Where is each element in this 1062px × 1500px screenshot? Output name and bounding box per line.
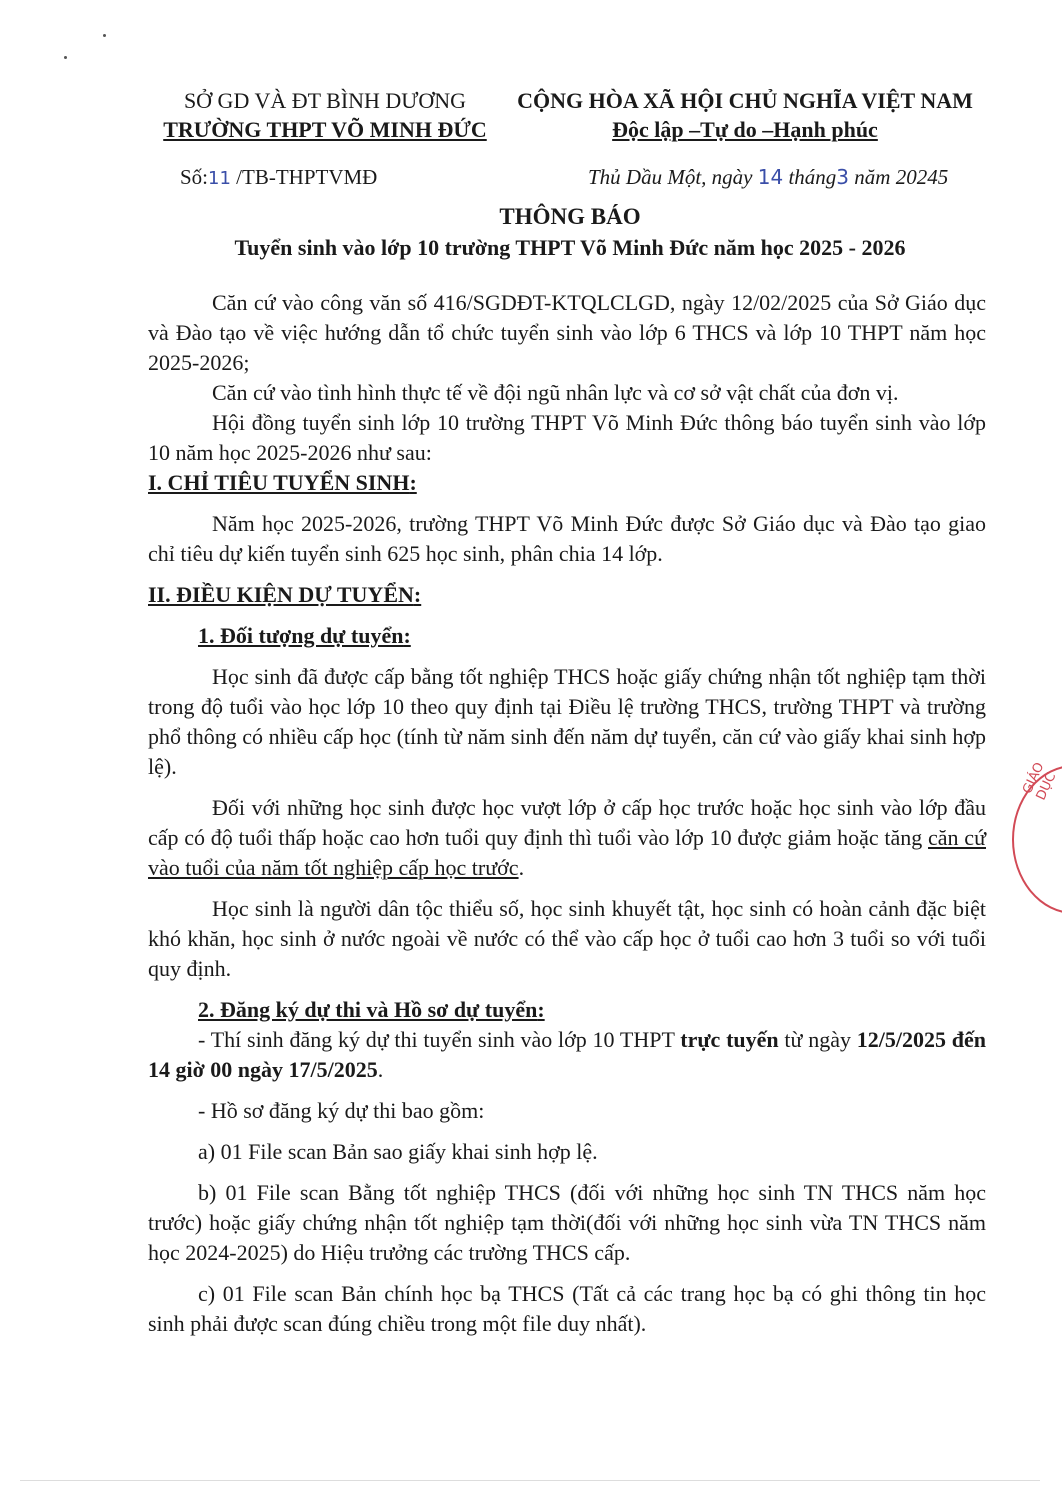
agency-department: SỞ GD VÀ ĐT BÌNH DƯƠNG [183, 88, 467, 113]
quota-paragraph: Năm học 2025-2026, trường THPT Võ Minh Đức được Sở Giáo dục và Đào tạo giao chỉ tiêu dự kiến tuyển sinh 625 học sinh, phân chia 14 lớp. [148, 511, 986, 566]
handwritten-day: 14 [757, 165, 784, 189]
seal-text: GIÁO DỤC [1020, 760, 1060, 803]
date-year-label: năm 20245 [849, 165, 949, 189]
document-title: THÔNG BÁO [499, 204, 641, 229]
document-item-a: a) 01 File scan Bản sao giấy khai sinh hợp lệ. [198, 1139, 598, 1164]
document-item-b: b) 01 File scan Bằng tốt nghiệp THCS (đối với những học sinh TN THCS năm học trước) hoặc giấy chứng nhận tốt nghiệp tạm thời(đối với những học sinh vừa TN THCS năm học 2024-2025) do Hiệu trưởng các trường THCS cấp. [148, 1180, 986, 1265]
intro-paragraph: Căn cứ vào tình hình thực tế về đội ngũ nhân lực và cơ sở vật chất của đơn vị. [212, 380, 899, 405]
document-number [180, 165, 377, 190]
document-item-c: c) 01 File scan Bản chính học bạ THCS (Tất cả các trang học bạ có ghi thông tin học sinh phải được scan đúng chiều trong một file duy nhất). [148, 1281, 986, 1336]
eligibility-paragraph: Học sinh là người dân tộc thiểu số, học sinh khuyết tật, học sinh có hoàn cảnh đặc biệt khó khăn, học sinh ở nước ngoài về nước có thể vào cấp học ở tuổi cao hơn 3 tuổi so với tuổi quy định. [148, 896, 986, 981]
agency-school: TRƯỜNG THPT VÕ MINH ĐỨC [163, 117, 487, 142]
scan-speck [64, 56, 67, 59]
date-place: Thủ Dầu Một, ngày [588, 165, 758, 189]
subsection-heading: 1. Đối tượng dự tuyển: [198, 623, 411, 648]
document-subtitle: Tuyển sinh vào lớp 10 trường THPT Võ Minh Đức năm học 2025 - 2026 [234, 235, 906, 260]
subsection-heading: 2. Đăng ký dự thi và Hồ sơ dự tuyển: [198, 997, 545, 1022]
section-heading: II. ĐIỀU KIỆN DỰ TUYỂN: [148, 582, 422, 607]
ref-suffix: /TB-THPTVMĐ [230, 165, 378, 189]
intro-paragraph: Hội đồng tuyển sinh lớp 10 trường THPT Võ Minh Đức thông báo tuyển sinh vào lớp 10 năm học 2025-2026 như sau: [148, 410, 986, 465]
intro-paragraph: Căn cứ vào công văn số 416/SGDĐT-KTQLCLGD, ngày 12/02/2025 của Sở Giáo dục và Đào tạo về việc hướng dẫn tổ chức tuyển sinh vào lớp 6 THCS và lớp 10 THPT năm học 2025-2026; [148, 290, 986, 375]
registration-paragraph: - Thí sinh đăng ký dự thi tuyển sinh vào lớp 10 THPT trực tuyến từ ngày 12/5/2025 đến 14 giờ 00 ngày 17/5/2025. [148, 1027, 986, 1082]
handwritten-month: 3 [836, 165, 850, 189]
scan-speck [103, 34, 106, 37]
eligibility-paragraph: Đối với những học sinh được học vượt lớp ở cấp học trước hoặc học sinh vào lớp đầu cấp có độ tuổi thấp hoặc cao hơn tuổi quy định thì tuổi vào lớp 10 được giảm hoặc tăng căn cứ vào tuổi của năm tốt nghiệp cấp học trước. [148, 795, 986, 880]
documents-intro: - Hồ sơ đăng ký dự thi bao gồm: [198, 1098, 485, 1123]
motto: Độc lập –Tự do –Hạnh phúc [612, 117, 878, 142]
issuing-agency [150, 86, 500, 144]
document-body [148, 288, 986, 1339]
eligibility-paragraph: Học sinh đã được cấp bằng tốt nghiệp THCS hoặc giấy chứng nhận tốt nghiệp tạm thời trong độ tuổi vào học lớp 10 theo quy định tại Điều lệ trường THCS, trường THPT và trường phổ thông có nhiều cấp học (tính từ năm sinh đến năm dự tuyển, căn cứ vào giấy khai sinh hợp lệ). [148, 664, 986, 779]
page-edge-line [20, 1480, 1040, 1481]
ref-prefix: Số: [180, 165, 209, 189]
date-month-label: tháng [783, 165, 837, 189]
section-heading: I. CHỈ TIÊU TUYỂN SINH: [148, 470, 417, 495]
handwritten-number: 11 [208, 168, 231, 189]
national-motto [500, 86, 990, 144]
issue-date [588, 165, 948, 190]
country-name: CỘNG HÒA XÃ HỘI CHỦ NGHĨA VIỆT NAM [517, 88, 973, 113]
